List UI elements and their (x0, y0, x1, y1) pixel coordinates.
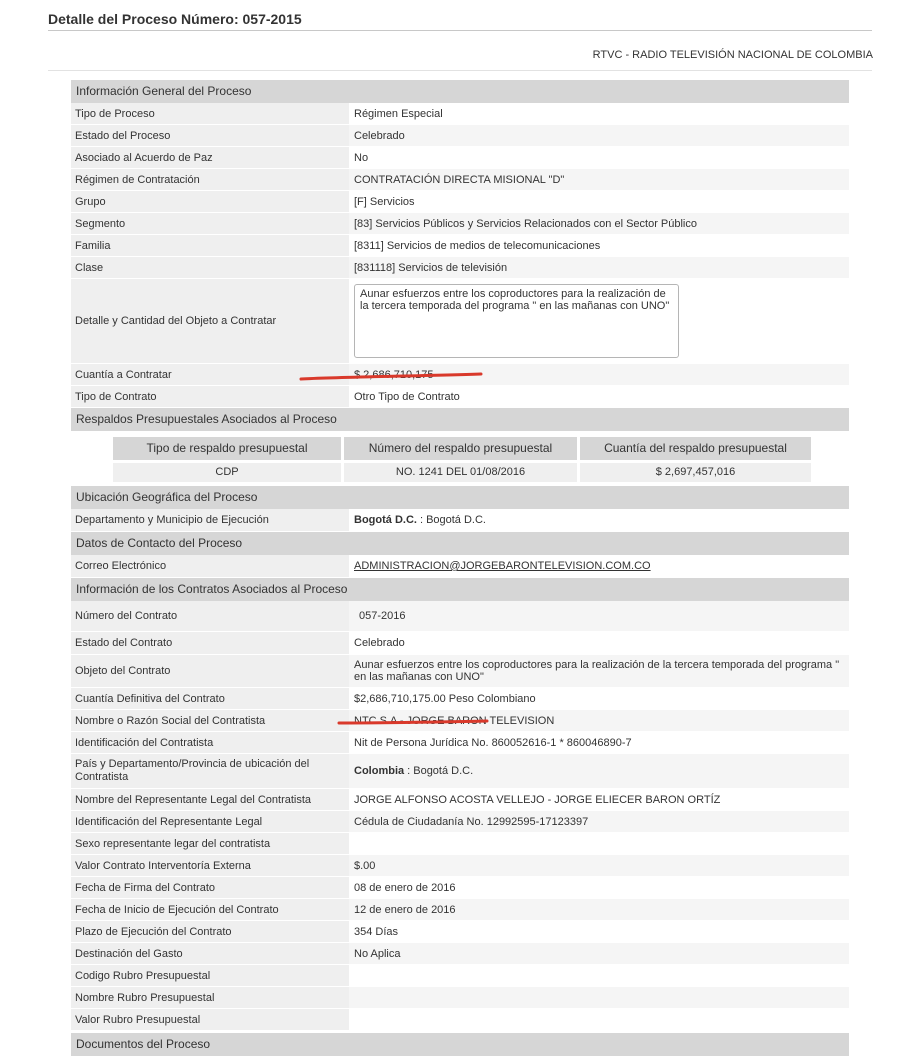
row-nombre-contratista: Nombre o Razón Social del Contratista NTC S.A - JORGE BARON TELEVISION (71, 710, 849, 732)
row-plazo: Plazo de Ejecución del Contrato 354 Días (71, 921, 849, 943)
respaldos-cell-cuantia: $ 2,697,457,016 (580, 463, 811, 482)
objeto-textarea[interactable]: Aunar esfuerzos entre los coproductores para la realización de la tercera temporada del programa " en las mañanas con UNO" (354, 284, 679, 358)
section-respaldos: Respaldos Presupuestales Asociados al Proceso (71, 408, 849, 431)
row-identificacion-representante: Identificación del Representante Legal Cédula de Ciudadanía No. 12992595-17123397 (71, 811, 849, 833)
section-contacto: Datos de Contacto del Proceso (71, 532, 849, 555)
respaldos-header-cuantia: Cuantía del respaldo presupuestal (580, 437, 811, 460)
row-nombre-rubro: Nombre Rubro Presupuestal (71, 987, 849, 1009)
section-general-info: Información General del Proceso (71, 80, 849, 103)
section-ubicacion: Ubicación Geográfica del Proceso (71, 486, 849, 509)
section-contratos: Información de los Contratos Asociados al Proceso (71, 578, 849, 601)
row-segmento: Segmento [83] Servicios Públicos y Servicios Relacionados con el Sector Público (71, 213, 849, 235)
email-link[interactable]: ADMINISTRACION@JORGEBARONTELEVISION.COM.CO (354, 560, 651, 572)
row-detalle-objeto: Detalle y Cantidad del Objeto a Contratar Aunar esfuerzos entre los coproductores para la realización de la tercera temporada del programa " en las mañanas con UNO" (71, 279, 849, 364)
row-grupo: Grupo [F] Servicios (71, 191, 849, 213)
row-cuantia: Cuantía a Contratar $ 2,686,710,175 (71, 364, 849, 386)
row-regimen: Régimen de Contratación CONTRATACIÓN DIRECTA MISIONAL "D" (71, 169, 849, 191)
page-title: Detalle del Proceso Número: 057-2015 (48, 11, 302, 27)
process-detail-table (71, 80, 849, 1056)
row-interventoria: Valor Contrato Interventoría Externa $.00 (71, 855, 849, 877)
row-identificacion-contratista: Identificación del Contratista Nit de Persona Jurídica No. 860052616-1 * 860046890-7 (71, 732, 849, 754)
row-numero-contrato: Número del Contrato 057-2016 (71, 601, 849, 632)
entity-divider (48, 70, 872, 71)
respaldos-cell-tipo: CDP (113, 463, 341, 482)
row-clase: Clase [831118] Servicios de televisión (71, 257, 849, 279)
respaldos-table (113, 437, 808, 482)
row-acuerdo-paz: Asociado al Acuerdo de Paz No (71, 147, 849, 169)
row-tipo-contrato: Tipo de Contrato Otro Tipo de Contrato (71, 386, 849, 408)
row-representante-legal: Nombre del Representante Legal del Contratista JORGE ALFONSO ACOSTA VELLEJO - JORGE ELIECER BARON ORTÍZ (71, 789, 849, 811)
row-estado-proceso: Estado del Proceso Celebrado (71, 125, 849, 147)
row-destinacion: Destinación del Gasto No Aplica (71, 943, 849, 965)
row-objeto-contrato: Objeto del Contrato Aunar esfuerzos entre los coproductores para la realización de la tercera temporada del programa " en las mañanas con UNO" (71, 655, 849, 688)
row-estado-contrato: Estado del Contrato Celebrado (71, 632, 849, 655)
entity-name: RTVC - RADIO TELEVISIÓN NACIONAL DE COLOMBIA (592, 49, 873, 61)
row-familia: Familia [8311] Servicios de medios de telecomunicaciones (71, 235, 849, 257)
respaldos-header-tipo: Tipo de respaldo presupuestal (113, 437, 341, 460)
row-correo: Correo Electrónico ADMINISTRACION@JORGEBARONTELEVISION.COM.CO (71, 555, 849, 578)
row-tipo-proceso: Tipo de Proceso Régimen Especial (71, 103, 849, 125)
row-cuantia-definitiva: Cuantía Definitiva del Contrato $2,686,710,175.00 Peso Colombiano (71, 688, 849, 710)
section-documentos: Documentos del Proceso (71, 1033, 849, 1056)
row-valor-rubro: Valor Rubro Presupuestal (71, 1009, 849, 1031)
row-pais-contratista: País y Departamento/Provincia de ubicación del Contratista Colombia : Bogotá D.C. (71, 754, 849, 789)
respaldos-cell-numero: NO. 1241 DEL 01/08/2016 (344, 463, 577, 482)
respaldos-header-numero: Número del respaldo presupuestal (344, 437, 577, 460)
row-codigo-rubro: Codigo Rubro Presupuestal (71, 965, 849, 987)
row-fecha-inicio: Fecha de Inicio de Ejecución del Contrato 12 de enero de 2016 (71, 899, 849, 921)
row-fecha-firma: Fecha de Firma del Contrato 08 de enero de 2016 (71, 877, 849, 899)
title-divider (48, 30, 872, 31)
row-departamento-municipio: Departamento y Municipio de Ejecución Bogotá D.C. : Bogotá D.C. (71, 509, 849, 532)
row-sexo-representante: Sexo representante legar del contratista (71, 833, 849, 855)
